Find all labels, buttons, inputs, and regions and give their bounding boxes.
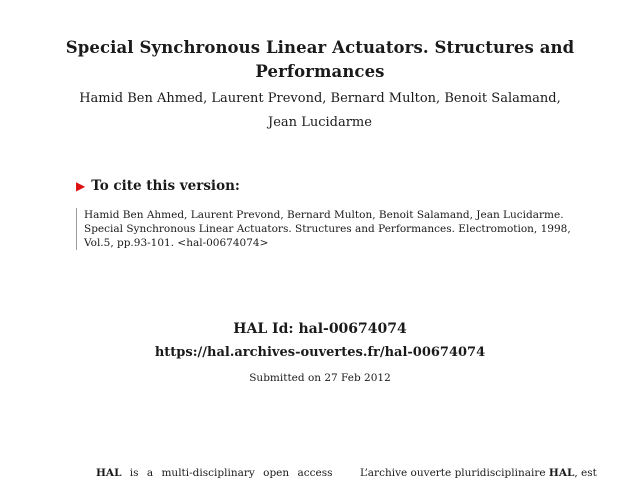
citation-line-3: Vol.5, pp.93-101. <hal-00674074> [84, 237, 269, 249]
citation-block [76, 208, 612, 250]
author-list-line-1: Hamid Ben Ahmed, Laurent Prevond, Bernard Multon, Benoit Salamand, [79, 91, 561, 106]
hal-name-fr: HAL [548, 467, 575, 479]
cite-heading-label: To cite this version: [91, 178, 240, 194]
submitted-date: Submitted on 27 Feb 2012 [249, 372, 391, 384]
paper-title-line-1: Special Synchronous Linear Actuators. Structures and [65, 38, 575, 57]
paper-title-line-2: Performances [255, 62, 385, 81]
hal-url-link[interactable]: https://hal.archives-ouvertes.fr/hal-00674074 [154, 345, 486, 360]
hal-description-en-text: is a multi-disciplinary open access [121, 467, 333, 479]
citation-line-1: Hamid Ben Ahmed, Laurent Prevond, Bernard Multon, Benoit Salamand, Jean Lucidarme. [84, 209, 564, 221]
hal-description-fr [360, 466, 610, 480]
paper-title [40, 36, 600, 84]
author-list [50, 87, 590, 135]
hal-name-en: HAL [96, 467, 122, 479]
cite-heading [76, 176, 240, 196]
hal-description-en [96, 466, 334, 480]
triangle-right-icon: ▶ [76, 179, 86, 193]
hal-description-fr-end: , est [574, 467, 597, 479]
hal-id: HAL Id: hal-00674074 [233, 321, 407, 337]
author-list-line-2: Jean Lucidarme [268, 115, 372, 130]
hal-description-fr-start: L’archive ouverte pluridisciplinaire [360, 467, 549, 479]
citation-line-2: Special Synchronous Linear Actuators. Structures and Performances. Electromotion, 1998, [84, 223, 571, 235]
